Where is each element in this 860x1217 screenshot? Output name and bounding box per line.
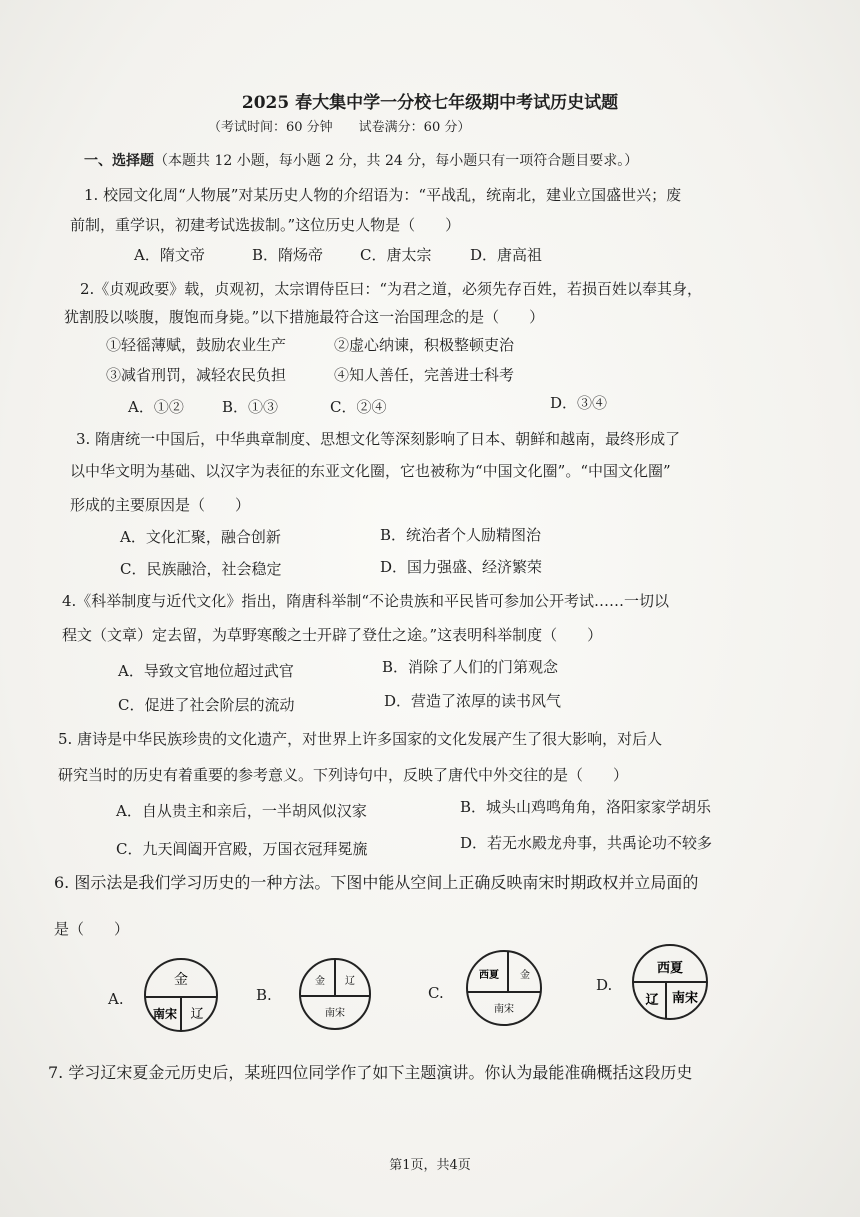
q6-diagram-b-letter: B. [256,986,272,1004]
q1-option-a: A．隋文帝 [134,246,205,264]
q3-line3: 形成的主要原因是（ ） [70,496,251,514]
q6-b-label-3: 南宋 [325,1008,345,1019]
q1-option-b: B．隋炀帝 [252,246,324,264]
q4-option-c: C．促进了社会阶层的流动 [118,696,295,714]
q6-diagram-d-letter: D. [596,976,613,994]
q2-option-a: A．①② [128,398,184,416]
q6-diagram-c-letter: C. [428,984,444,1002]
q1-option-d: D．唐高祖 [470,246,543,264]
q2-statement-3: ③减省刑罚，减轻农民负担 [106,366,287,384]
q2-statement-1: ①轻徭薄赋，鼓励农业生产 [106,336,287,354]
q5-option-b: B．城头山鸡鸣角角，洛阳家家学胡乐 [460,798,712,816]
q6-diagram-a [142,956,220,1034]
q6-diagram-b [296,956,374,1032]
q3-option-a: A．文化汇聚，融合创新 [120,528,281,546]
q3-option-d: D．国力强盛、经济繁荣 [380,558,543,576]
q6-d-label-1: 西夏 [656,961,684,976]
q7-line1: 7. 学习辽宋夏金元历史后，某班四位同学作了如下主题演讲。你认为最能准确概括这段历史 [48,1063,693,1082]
q4-option-a: A．导致文官地位超过武官 [118,662,294,680]
q3-option-c: C．民族融洽，社会稳定 [120,560,282,578]
q1-line2: 前制，重学识，初建考试选拔制。”这位历史人物是（ ） [70,216,461,234]
q6-b-label-1: 金 [315,976,325,987]
q6-c-label-2: 金 [520,970,530,981]
q3-line1: 3. 隋唐统一中国后，中华典章制度、思想文化等深刻影响了日本、朝鲜和越南，最终形成了 [76,430,681,448]
q6-c-label-3: 南宋 [494,1004,514,1015]
q6-diagram-c [462,948,546,1028]
q2-line1: 2.《贞观政要》载，贞观初，太宗谓侍臣曰：“为君之道，必须先存百姓，若损百姓以奉其身， [80,280,702,298]
q1-line1: 1. 校园文化周“人物展”对某历史人物的介绍语为：“平战乱，统南北，建业立国盛世兴；废 [84,186,682,204]
q3-option-b: B．统治者个人励精图治 [380,526,542,544]
exam-title: 2025 春大集中学一分校七年级期中考试历史试题 [241,93,619,113]
q2-line2: 犹割股以啖腹，腹饱而身毙。”以下措施最符合这一治国理念的是（ ） [64,308,545,326]
q5-option-a: A．自从贵主和亲后，一半胡风似汉家 [116,802,367,820]
q2-statement-2: ②虚心纳谏，积极整顿吏治 [334,336,515,354]
q6-line2: 是（ ） [54,920,130,938]
q5-option-c: C．九天阊阖开宫殿，万国衣冠拜冕旒 [116,840,368,858]
q2-option-b: B．①③ [222,398,279,416]
q5-option-d: D．若无水殿龙舟事，共禹论功不较多 [460,834,713,852]
q6-line1: 6. 图示法是我们学习历史的一种方法。下图中能从空间上正确反映南宋时期政权并立局面的 [54,873,699,892]
q5-line1: 5. 唐诗是中华民族珍贵的文化遗产，对世界上许多国家的文化发展产生了很大影响，对后人 [58,730,663,748]
q6-c-label-1: 西夏 [479,970,499,981]
exam-subtitle: （考试时间：60 分钟 试卷满分：60 分） [208,120,471,135]
q6-d-label-3: 南宋 [671,991,699,1006]
q6-b-label-2: 辽 [345,976,355,987]
section-instructions: （本题共 12 小题，每小题 2 分，共 24 分，每小题只有一项符合题目要求。） [154,153,639,169]
section-title: 一、选择题 [84,153,154,169]
q2-option-d: D．③④ [550,394,608,412]
q6-diagram-a-letter: A. [108,990,124,1008]
section-heading [84,150,638,170]
q4-line2: 程文（文章）定去留，为草野寒酸之士开辟了登仕之途。”这表明科举制度（ ） [62,626,603,644]
q3-line2: 以中华文明为基础、以汉字为表征的东亚文化圈，它也被称为“中国文化圈”。“中国文化圈” [70,462,671,480]
q4-option-b: B．消除了人们的门第观念 [382,658,559,676]
q6-a-label-2: 南宋 [152,1007,178,1021]
q1-option-c: C．唐太宗 [360,246,432,264]
page-footer: 第1页，共4页 [389,1158,471,1173]
q2-statement-4: ④知人善任，完善进士科考 [334,366,515,384]
q2-option-c: C．②④ [330,398,387,416]
q6-a-label-1: 金 [174,972,188,988]
q4-line1: 4.《科举制度与近代文化》指出，隋唐科举制“不论贵族和平民皆可参加公开考试……一切以 [62,592,669,610]
q6-d-label-2: 辽 [645,993,659,1008]
q6-diagram-d [628,942,712,1022]
q6-a-label-3: 辽 [190,1007,204,1022]
q5-line2: 研究当时的历史有着重要的参考意义。下列诗句中，反映了唐代中外交往的是（ ） [58,766,629,784]
q4-option-d: D．营造了浓厚的读书风气 [384,692,562,710]
